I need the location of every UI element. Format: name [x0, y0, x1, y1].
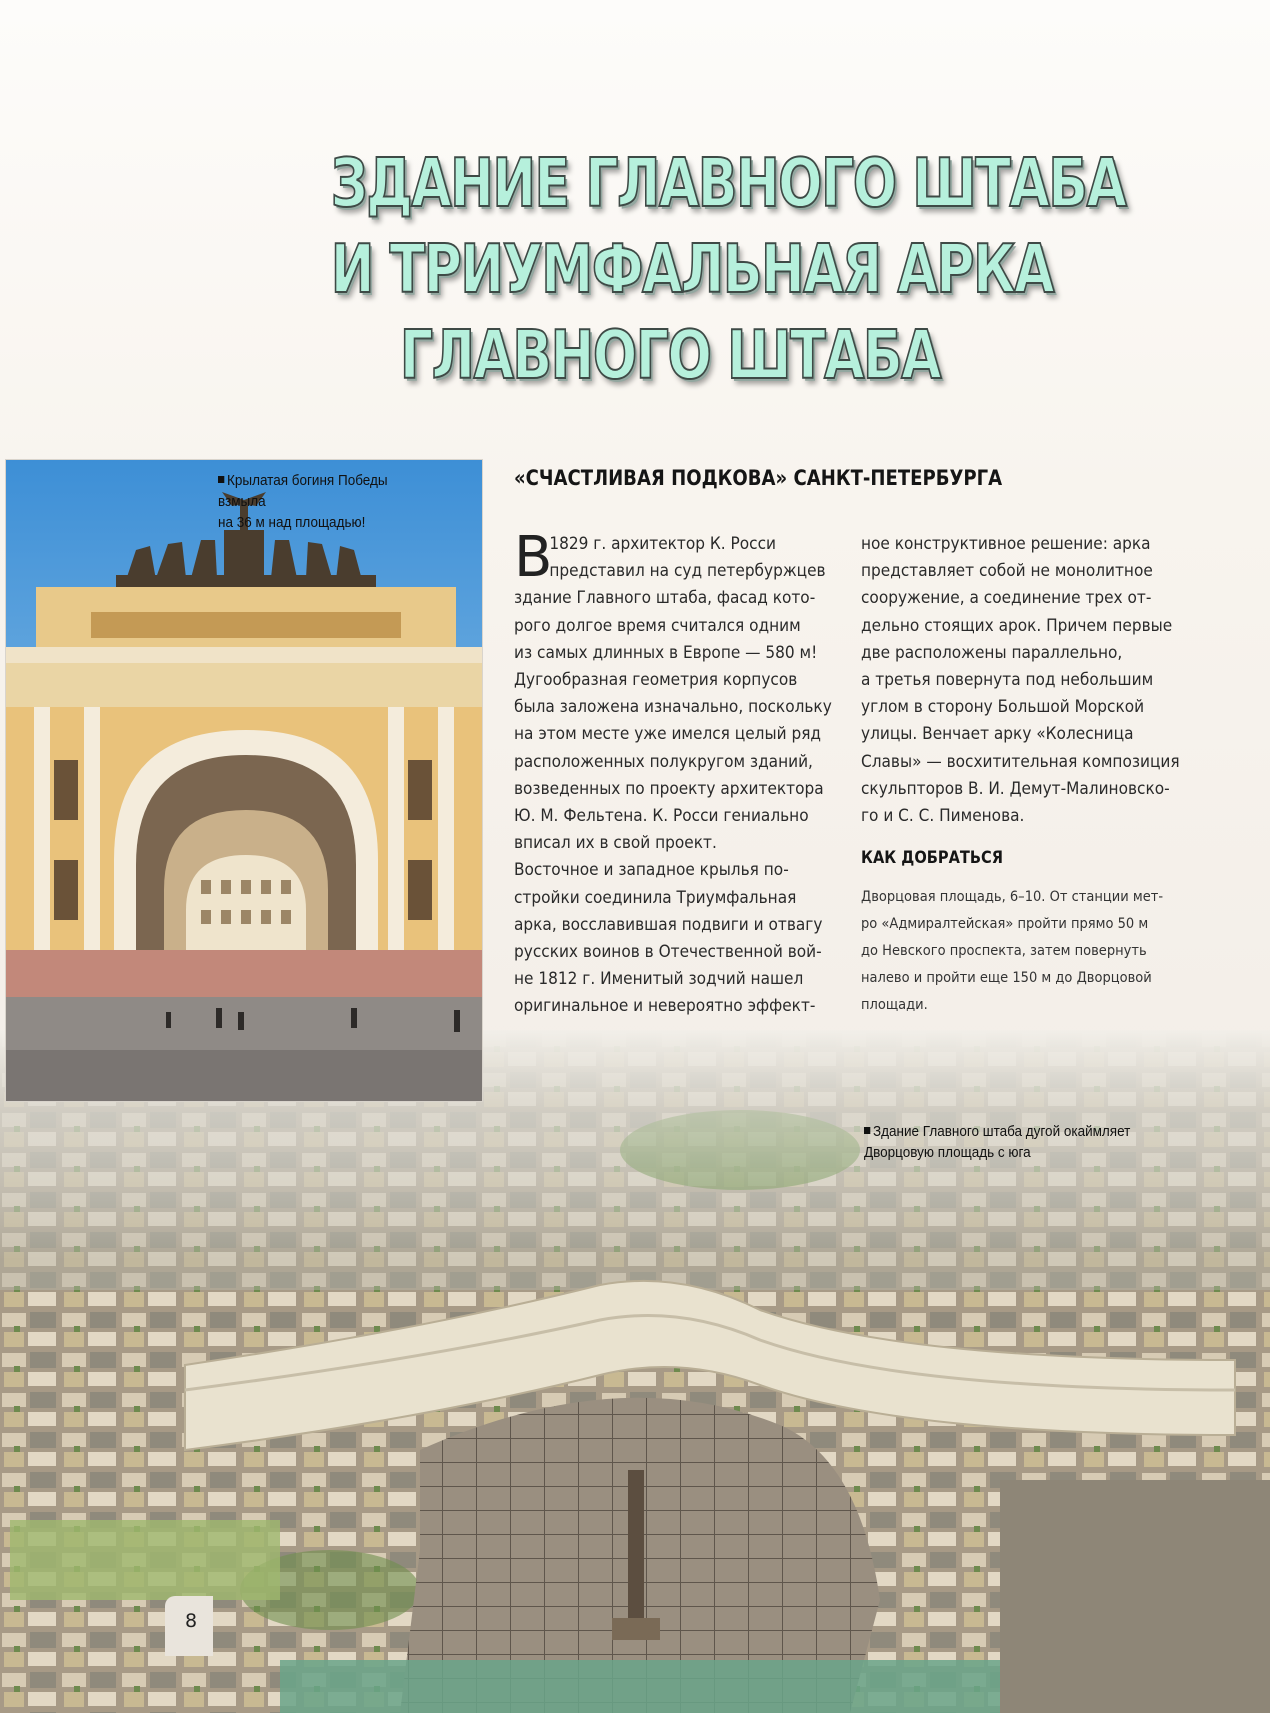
bullet-icon: [864, 1127, 870, 1134]
article-line: вписал их в свой проект.: [514, 833, 717, 853]
article-line: Славы» — восхитительная композиция: [861, 751, 1180, 771]
article-line: из самых длинных в Европе — 580 м!: [514, 642, 818, 662]
aerial-caption-line-2: Дворцовую площадь с юга: [864, 1144, 1031, 1161]
article-line: оригинальное и невероятно эффект-: [514, 996, 816, 1016]
article-line: арка, восславившая подвиги и отвагу: [514, 914, 823, 934]
article-line: углом в сторону Большой Морской: [861, 697, 1145, 717]
article-line: представляет собой не монолитное: [861, 561, 1153, 581]
article-line: была заложена изначально, поскольку: [514, 697, 832, 717]
article-line: две расположены параллельно,: [861, 642, 1123, 662]
how-to-get-line: налево и пройти еще 150 м до Дворцовой: [861, 970, 1152, 986]
how-to-get-line: площади.: [861, 997, 928, 1013]
article-line: на этом месте уже имелся целый ряд: [514, 724, 822, 744]
article-line: ное конструктивное решение: арка: [861, 534, 1151, 553]
article-line: расположенных полукругом зданий,: [514, 751, 813, 771]
article-line: 1829 г. архитектор К. Росси: [549, 534, 777, 553]
article-line: а третья повернута под небольшим: [861, 670, 1154, 690]
article-line: Дугообразная геометрия корпусов: [514, 670, 798, 690]
article-line: Восточное и западное крылья по-: [514, 860, 789, 880]
article-line: возведенных по проекту архитектора: [514, 778, 824, 798]
how-to-get-heading: КАК ДОБРАТЬСЯ: [861, 848, 1004, 868]
article-line: не 1812 г. Именитый зодчий нашел: [514, 969, 804, 989]
how-to-get-line: Дворцовая площадь, 6–10. От станции мет-: [861, 889, 1164, 905]
article-line: скульпторов В. И. Демут-Малиновско-: [861, 778, 1170, 798]
article-line: здание Главного штаба, фасад кото-: [514, 588, 816, 608]
article-line: стройки соединила Триумфальная: [514, 887, 797, 907]
how-to-get-line: до Невского проспекта, затем повернуть: [861, 943, 1147, 959]
article-line: рого долгое время считался одним: [514, 615, 801, 635]
article-subheading: «СЧАСТЛИВАЯ ПОДКОВА» САНКТ-ПЕТЕРБУРГА: [514, 466, 1003, 490]
arch-photo-caption: [218, 470, 439, 533]
title-line-1: ЗДАНИЕ ГЛАВНОГО ШТАБА: [330, 144, 1126, 222]
article-line: представил на суд петербуржцев: [549, 561, 826, 581]
drop-cap: В: [514, 525, 553, 590]
bullet-icon: [218, 476, 224, 483]
article-line: сооружение, а соединение трех от-: [861, 588, 1152, 608]
article-line: го и С. С. Пименова.: [861, 806, 1025, 826]
how-to-get-text: [861, 884, 1181, 1019]
article-line: дельно стоящих арок. Причем первые: [861, 615, 1173, 635]
title-line-3: ГЛАВНОГО ШТАБА: [399, 316, 941, 394]
arch-caption-line-2: на 36 м над площадью!: [218, 514, 366, 531]
article-column-2: [861, 530, 1186, 829]
page-title: [235, 140, 1126, 398]
article-column-1: [514, 525, 832, 1020]
title-line-2: И ТРИУМФАЛЬНАЯ АРКА: [330, 230, 1054, 308]
article-line: русских воинов в Отечественной вой-: [514, 942, 822, 962]
aerial-caption-line-1: Здание Главного штаба дугой окаймляет: [873, 1123, 1131, 1140]
article-line: улицы. Венчает арку «Колесница: [861, 724, 1134, 744]
page-number: 8: [165, 1596, 213, 1656]
triumphal-arch-photo: [5, 459, 483, 1102]
how-to-get-line: ро «Адмиралтейская» пройти прямо 50 м: [861, 916, 1149, 932]
aerial-photo-caption: [864, 1121, 1161, 1163]
arch-caption-line-1: Крылатая богиня Победы взмыла: [218, 472, 388, 510]
article-line: Ю. М. Фельтена. К. Росси гениально: [514, 806, 809, 826]
